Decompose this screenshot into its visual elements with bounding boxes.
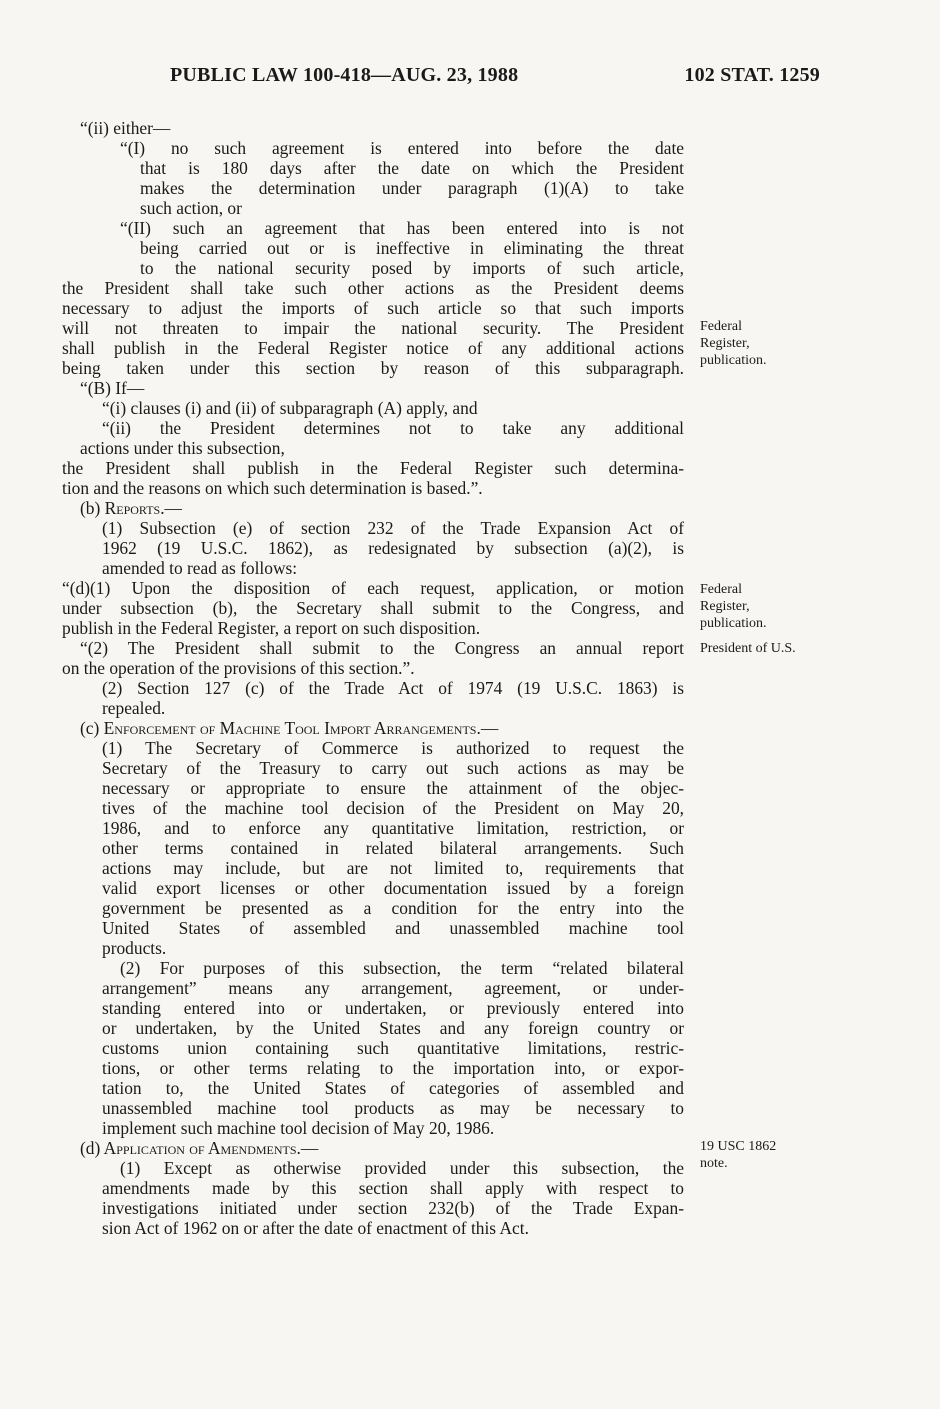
text-line: implement such machine tool decision of May 20, 1986. — [102, 1118, 495, 1138]
margin-note-line: Federal — [700, 582, 742, 597]
law-title: PUBLIC LAW 100-418—AUG. 23, 1988 — [170, 64, 519, 86]
text-line: or undertaken, by the United States and any foreign country or — [102, 1018, 684, 1038]
text-line: Secretary of the Treasury to carry out such actions as may be — [102, 758, 684, 778]
text-line: such action, or — [140, 198, 242, 218]
text-line: investigations initiated under section 232(b) of the Trade Expan- — [102, 1198, 684, 1218]
margin-note-president — [700, 640, 830, 657]
text-line: “(B) If— — [80, 378, 145, 398]
text-line: the President shall publish in the Federal Register such determina- — [62, 458, 684, 478]
text-line: “(ii) either— — [80, 118, 171, 138]
text-line: necessary or appropriate to ensure the attainment of the objec- — [102, 778, 684, 798]
text-line: publish in the Federal Register, a report on such disposition. — [62, 618, 481, 638]
text-line: unassembled machine tool products as may be necessary to — [102, 1098, 684, 1118]
text-line: “(II) such an agreement that has been entered into is not — [120, 218, 684, 238]
text-line: tation to, the United States of categories of assembled and — [102, 1078, 684, 1098]
margin-note-line: Register, — [700, 599, 750, 614]
text-line: being taken under this section by reason of this subparagraph. — [62, 358, 684, 378]
text-line: “(2) The President shall submit to the Congress an annual report — [80, 638, 684, 658]
margin-note-line: 19 USC 1862 — [700, 1139, 777, 1154]
text-line: the President shall take such other actions as the President deems — [62, 278, 684, 298]
margin-note-federal-register-2 — [700, 581, 830, 632]
margin-note-usc — [700, 1138, 830, 1172]
text-line: products. — [102, 938, 167, 958]
text-line: tives of the machine tool decision of the President on May 20, — [102, 798, 684, 818]
text-line: (2) For purposes of this subsection, the term “related bilateral — [120, 958, 684, 978]
text-line: repealed. — [102, 698, 166, 718]
text-line: necessary to adjust the imports of such article so that such imports — [62, 298, 684, 318]
text-line: that is 180 days after the date on which the President — [140, 158, 684, 178]
text-line: to the national security posed by imports of such article, — [140, 258, 684, 278]
text-line: sion Act of 1962 on or after the date of enactment of this Act. — [102, 1218, 529, 1238]
text-line: (2) Section 127 (c) of the Trade Act of 1974 (19 U.S.C. 1863) is — [102, 678, 684, 698]
text-line: (1) Subsection (e) of section 232 of the Trade Expansion Act of — [102, 518, 684, 538]
text-line: actions under this subsection, — [80, 438, 285, 458]
margin-note-line: Federal — [700, 319, 742, 334]
text-line: amendments made by this section shall apply with respect to — [102, 1178, 684, 1198]
margin-note-line: publication. — [700, 616, 767, 631]
margin-note-line: President of U.S. — [700, 641, 796, 656]
text-line: shall publish in the Federal Register notice of any additional actions — [62, 338, 684, 358]
text-line: under subsection (b), the Secretary shall submit to the Congress, and — [62, 598, 684, 618]
margin-note-line: publication. — [700, 353, 767, 368]
text-line: (1) Except as otherwise provided under this subsection, the — [120, 1158, 684, 1178]
text-line: being carried out or is ineffective in eliminating the threat — [140, 238, 684, 258]
text-line: other terms contained in related bilateral arrangements. Such — [102, 838, 684, 858]
text-line: makes the determination under paragraph (1)(A) to take — [140, 178, 684, 198]
text-line: standing entered into or undertaken, or previously entered into — [102, 998, 684, 1018]
text-line: customs union containing such quantitative limitations, restric- — [102, 1038, 684, 1058]
text-line: (c) Enforcement of Machine Tool Import Arrangements.— — [80, 718, 499, 738]
page-header — [170, 64, 820, 87]
margin-note-federal-register-1 — [700, 318, 830, 369]
text-line: actions may include, but are not limited to, requirements that — [102, 858, 684, 878]
text-line: (d) Application of Amendments.— — [80, 1138, 319, 1158]
text-line: 1962 (19 U.S.C. 1862), as redesignated by subsection (a)(2), is — [102, 538, 684, 558]
text-line: tions, or other terms relating to the importation into, or expor- — [102, 1058, 684, 1078]
margin-note-line: Register, — [700, 336, 750, 351]
margin-note-line: note. — [700, 1156, 728, 1171]
text-line: “(i) clauses (i) and (ii) of subparagraph (A) apply, and — [102, 398, 478, 418]
text-line: on the operation of the provisions of this section.”. — [62, 658, 415, 678]
statute-page: 102 STAT. 1259 — [684, 64, 820, 86]
text-line: (1) The Secretary of Commerce is authorized to request the — [102, 738, 684, 758]
text-line: arrangement” means any arrangement, agreement, or under- — [102, 978, 684, 998]
text-line: valid export licenses or other documentation issued by a foreign — [102, 878, 684, 898]
text-line: amended to read as follows: — [102, 558, 298, 578]
text-line: “(d)(1) Upon the disposition of each request, application, or motion — [62, 578, 684, 598]
text-line: (b) Reports.— — [80, 498, 182, 518]
text-line: will not threaten to impair the national security. The President — [62, 318, 684, 338]
text-line: “(I) no such agreement is entered into before the date — [120, 138, 684, 158]
text-line: “(ii) the President determines not to take any additional — [102, 418, 684, 438]
text-line: tion and the reasons on which such determination is based.”. — [62, 478, 483, 498]
statute-text — [62, 118, 684, 1238]
text-line: 1986, and to enforce any quantitative limitation, restriction, or — [102, 818, 684, 838]
text-line: government be presented as a condition for the entry into the — [102, 898, 684, 918]
text-line: United States of assembled and unassembled machine tool — [102, 918, 684, 938]
